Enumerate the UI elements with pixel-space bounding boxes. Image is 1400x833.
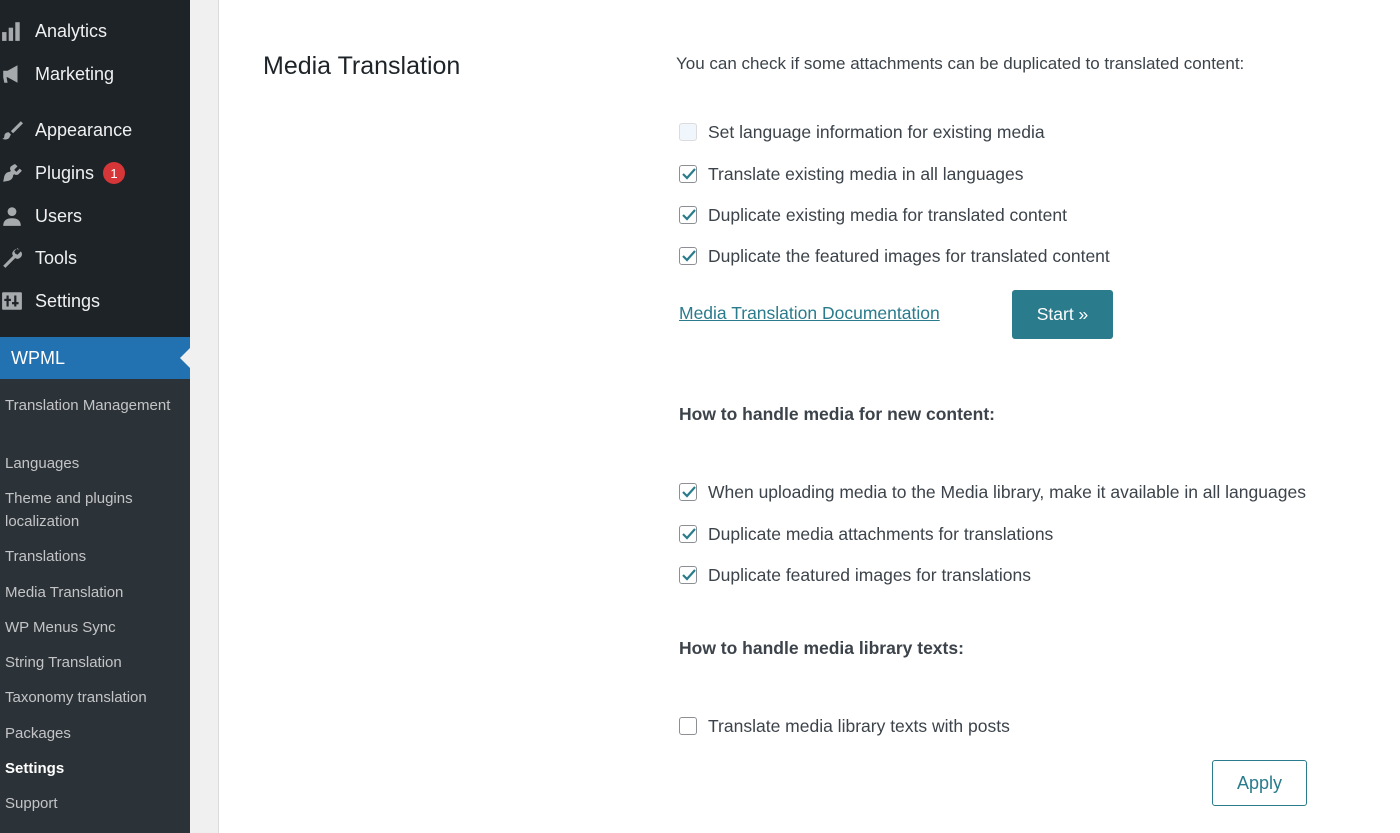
apply-button[interactable]: Apply xyxy=(1212,760,1307,806)
option-duplicate-media-attachments[interactable] xyxy=(679,522,1053,546)
submenu-wp-menus-sync[interactable]: WP Menus Sync xyxy=(5,619,116,636)
menu-item-label: Users xyxy=(35,205,83,226)
user-icon xyxy=(0,204,24,228)
start-button[interactable]: Start » xyxy=(1012,290,1113,339)
menu-item-analytics[interactable] xyxy=(0,11,190,51)
checkmark-icon xyxy=(679,164,699,184)
checkmark-icon xyxy=(679,246,699,266)
checkmark-icon xyxy=(679,205,699,225)
submenu-languages[interactable]: Languages xyxy=(5,455,80,472)
checkmark-icon xyxy=(679,482,699,502)
new-content-heading: How to handle media for new content: xyxy=(679,404,995,424)
menu-item-label: Tools xyxy=(35,247,78,268)
checkbox[interactable] xyxy=(679,717,697,735)
checkbox-label: When uploading media to the Media library, make it available in all languages xyxy=(708,481,1306,502)
checkbox-label: Duplicate featured images for translations xyxy=(708,564,1031,585)
checkbox-label: Duplicate the featured images for translated content xyxy=(708,245,1110,266)
checkbox-label: Translate existing media in all languages xyxy=(708,163,1024,184)
library-texts-heading: How to handle media library texts: xyxy=(679,638,964,658)
menu-item-users[interactable] xyxy=(0,196,190,236)
checkbox-label: Duplicate existing media for translated content xyxy=(708,204,1067,225)
megaphone-icon xyxy=(0,62,24,86)
checkmark-icon xyxy=(679,524,699,544)
wpml-submenu xyxy=(0,379,190,833)
checkbox-label: Translate media library texts with posts xyxy=(708,715,1010,736)
checkbox[interactable] xyxy=(679,247,697,265)
wrench-icon xyxy=(0,246,24,270)
submenu-taxonomy-translation[interactable]: Taxonomy translation xyxy=(5,689,147,706)
checkmark-icon xyxy=(679,565,699,585)
checkbox[interactable] xyxy=(679,566,697,584)
documentation-link[interactable]: Media Translation Documentation xyxy=(679,303,940,323)
checkbox[interactable] xyxy=(679,123,697,141)
option-upload-available-all-languages[interactable] xyxy=(679,480,1306,504)
submenu-packages[interactable]: Packages xyxy=(5,725,71,742)
analytics-icon xyxy=(0,19,24,43)
checkbox-label: Duplicate media attachments for translations xyxy=(708,523,1054,544)
option-translate-library-texts[interactable] xyxy=(679,714,1010,738)
menu-item-label: Analytics xyxy=(35,20,108,41)
update-count-badge: 1 xyxy=(103,162,125,184)
menu-item-label: Appearance xyxy=(35,119,133,140)
menu-item-settings[interactable] xyxy=(0,281,190,321)
admin-sidebar xyxy=(0,0,190,833)
menu-item-label: Settings xyxy=(35,290,101,311)
submenu-settings[interactable]: Settings xyxy=(5,760,65,777)
checkbox[interactable] xyxy=(679,525,697,543)
checkbox[interactable] xyxy=(679,206,697,224)
menu-item-label: Marketing xyxy=(35,63,115,84)
menu-item-tools[interactable] xyxy=(0,238,190,278)
main-content xyxy=(218,0,1400,833)
menu-item-plugins[interactable] xyxy=(0,153,190,193)
settings-icon xyxy=(0,289,24,313)
section-title: Media Translation xyxy=(263,52,461,80)
checkbox-label: Set language information for existing media xyxy=(708,121,1045,142)
option-duplicate-featured-images-existing[interactable] xyxy=(679,244,1110,268)
submenu-media-translation[interactable]: Media Translation xyxy=(5,584,124,601)
paintbrush-icon xyxy=(0,118,24,142)
menu-item-label: Plugins xyxy=(35,162,95,183)
option-translate-existing-media[interactable] xyxy=(679,162,1024,186)
submenu-string-translation[interactable]: String Translation xyxy=(5,654,122,671)
menu-item-marketing[interactable] xyxy=(0,54,190,94)
submenu-theme-plugins-localization[interactable]: Theme and plugins localization xyxy=(5,490,133,530)
checkbox[interactable] xyxy=(679,483,697,501)
checkbox[interactable] xyxy=(679,165,697,183)
option-set-language-info[interactable] xyxy=(679,120,1045,144)
menu-item-label: WPML xyxy=(11,347,65,368)
submenu-translation-management[interactable]: Translation Management xyxy=(5,397,171,414)
option-duplicate-featured-images-new[interactable] xyxy=(679,563,1031,587)
menu-item-wpml[interactable] xyxy=(0,337,190,379)
option-duplicate-existing-media[interactable] xyxy=(679,203,1067,227)
submenu-support[interactable]: Support xyxy=(5,795,58,812)
menu-item-appearance[interactable] xyxy=(0,110,190,150)
active-menu-arrow xyxy=(180,348,190,368)
plugin-icon xyxy=(0,161,24,185)
intro-text: You can check if some attachments can be duplicated to translated content: xyxy=(676,54,1245,73)
submenu-translations[interactable]: Translations xyxy=(5,548,87,565)
